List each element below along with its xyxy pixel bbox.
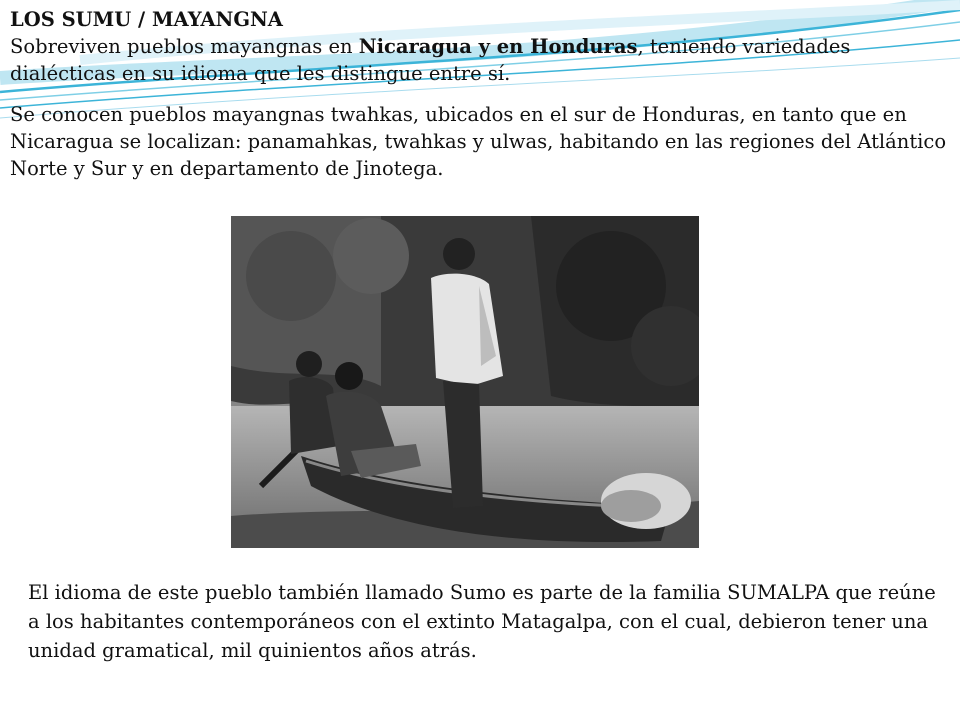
paragraph-intro [10,33,955,87]
paragraph-intro-end: , teniendo variedades dialécticas en su idioma que les distingue entre sí. [10,35,851,85]
paragraph-intro-start: Sobreviven pueblos mayangnas en [10,35,359,58]
slide-text [10,6,955,182]
canoe-photo-illustration [231,216,699,548]
paragraph-language-line-1: El idioma de este pueblo también llamado Sumo es parte de la familia SUMALPA que reúne [28,581,936,604]
paragraph-locations: Se conocen pueblos mayangnas twahkas, ubicados en el sur de Honduras, en tanto que en Nicaragua se localizan: panamahkas, twahkas y ulwas, habitando en las regiones del Atlántico Norte y Sur y en departamento de Jinotega. [10,103,947,180]
paragraph-intro-bold: Nicaragua y en Honduras [358,35,638,58]
paragraph-language [28,578,960,665]
paragraph-language-line-3: unidad gramatical, mil quinientos años atrás. [28,639,477,662]
paragraph-language-line-2: a los habitantes contemporáneos con el extinto Matagalpa, con el cual, debieron tener una [28,610,929,633]
slide-title: LOS SUMU / MAYANGNA [10,8,283,31]
canoe-photo [231,216,699,548]
